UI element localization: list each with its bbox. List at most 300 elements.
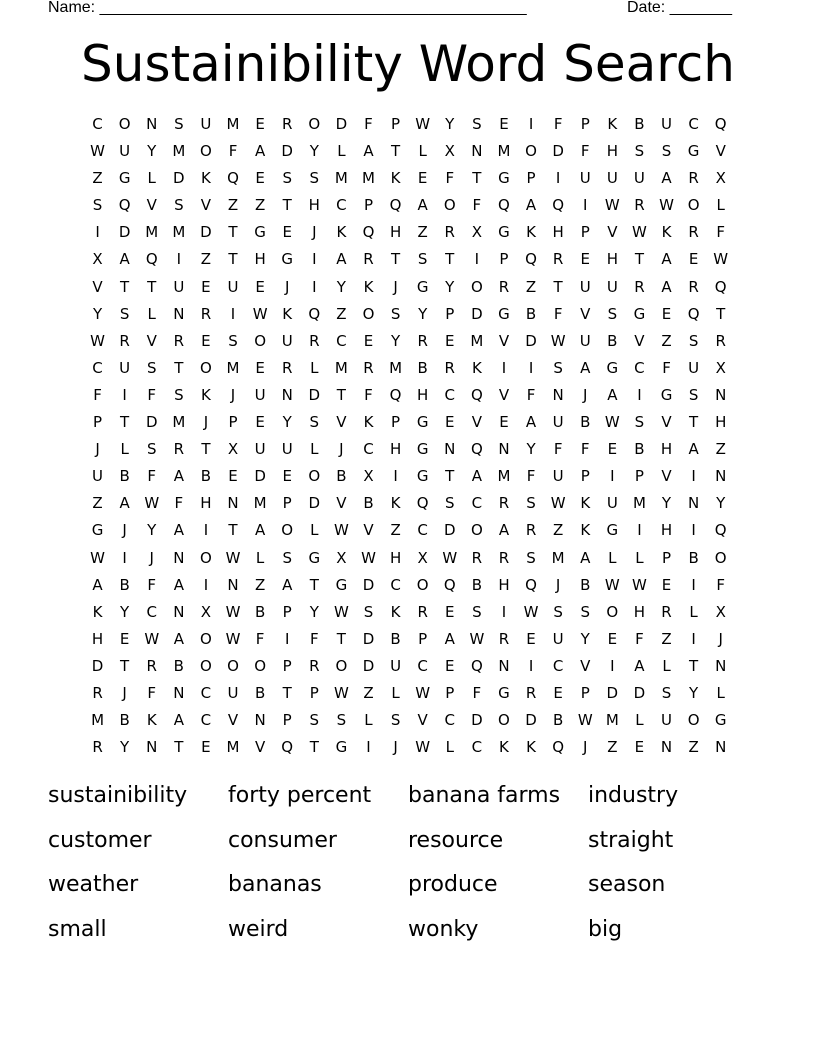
grid-letter[interactable]: S — [607, 304, 618, 323]
grid-letter[interactable]: A — [444, 629, 455, 648]
grid-letter[interactable]: X — [715, 358, 726, 377]
grid-letter[interactable]: C — [336, 196, 347, 215]
grid-letter[interactable]: B — [119, 467, 130, 486]
grid-letter[interactable]: T — [689, 413, 699, 432]
grid-letter[interactable]: J — [312, 223, 317, 242]
grid-letter[interactable]: W — [225, 629, 241, 648]
grid-letter[interactable]: G — [254, 223, 266, 242]
grid-letter[interactable]: S — [472, 115, 482, 133]
grid-letter[interactable]: C — [417, 521, 428, 540]
grid-letter[interactable]: B — [119, 575, 130, 594]
grid-letter[interactable]: D — [552, 142, 564, 161]
grid-letter[interactable]: G — [606, 521, 619, 540]
grid-letter[interactable]: V — [661, 467, 672, 486]
grid-letter[interactable]: A — [173, 575, 184, 594]
grid-letter[interactable]: A — [173, 629, 184, 648]
grid-letter[interactable]: H — [389, 223, 402, 242]
grid-letter[interactable]: N — [146, 738, 158, 757]
grid-letter[interactable]: I — [312, 250, 317, 269]
grid-letter[interactable]: T — [336, 629, 346, 648]
grid-letter[interactable]: V — [715, 142, 726, 161]
grid-letter[interactable]: O — [687, 196, 700, 215]
grid-letter[interactable]: Q — [470, 656, 483, 675]
grid-letter[interactable]: Y — [282, 413, 292, 432]
grid-letter[interactable]: H — [498, 575, 510, 594]
grid-letter[interactable]: D — [335, 115, 348, 133]
grid-letter[interactable]: P — [580, 683, 590, 702]
grid-letter[interactable]: F — [553, 115, 563, 133]
grid-letter[interactable]: Y — [526, 440, 536, 459]
grid-letter[interactable]: T — [472, 169, 482, 188]
grid-letter[interactable]: N — [552, 385, 564, 404]
grid-letter[interactable]: H — [633, 602, 646, 621]
grid-letter[interactable]: U — [227, 683, 239, 702]
grid-letter[interactable]: A — [634, 656, 645, 675]
grid-letter[interactable]: H — [254, 250, 266, 269]
grid-letter[interactable]: R — [363, 250, 374, 269]
grid-letter[interactable]: Q — [227, 169, 239, 188]
grid-letter[interactable]: I — [501, 602, 507, 621]
grid-letter[interactable]: D — [525, 711, 537, 730]
grid-letter[interactable]: G — [335, 575, 348, 594]
grid-letter[interactable]: C — [444, 711, 455, 730]
grid-letter[interactable]: I — [312, 277, 317, 296]
grid-letter[interactable]: U — [633, 169, 645, 188]
grid-letter[interactable]: N — [498, 440, 510, 459]
grid-letter[interactable]: U — [606, 169, 618, 188]
grid-letter[interactable]: K — [92, 602, 103, 621]
grid-letter[interactable]: L — [608, 548, 617, 567]
grid-letter[interactable]: Q — [525, 575, 537, 594]
grid-letter[interactable]: O — [498, 711, 510, 730]
grid-letter[interactable]: R — [444, 358, 455, 377]
grid-letter[interactable]: E — [634, 738, 645, 757]
grid-letter[interactable]: T — [390, 250, 401, 269]
grid-letter[interactable]: M — [551, 548, 565, 567]
grid-letter[interactable]: E — [255, 358, 265, 377]
grid-letter[interactable]: U — [119, 358, 131, 377]
grid-letter[interactable]: R — [363, 358, 374, 377]
grid-letter[interactable]: U — [200, 115, 212, 133]
grid-letter[interactable]: A — [417, 196, 428, 215]
grid-letter[interactable]: I — [393, 467, 398, 486]
grid-letter[interactable]: K — [526, 738, 536, 757]
grid-letter[interactable]: U — [552, 467, 564, 486]
grid-letter[interactable]: O — [200, 548, 212, 567]
grid-letter[interactable]: I — [122, 548, 127, 567]
grid-letter[interactable]: G — [281, 250, 294, 269]
grid-letter[interactable]: T — [716, 304, 726, 323]
grid-letter[interactable]: D — [308, 385, 321, 404]
grid-letter[interactable]: Q — [470, 385, 483, 404]
grid-letter[interactable]: O — [416, 575, 429, 594]
grid-letter[interactable]: X — [715, 602, 726, 621]
grid-letter[interactable]: N — [254, 711, 266, 730]
grid-letter[interactable]: I — [637, 385, 642, 404]
grid-letter[interactable]: W — [523, 602, 539, 621]
grid-letter[interactable]: I — [637, 521, 642, 540]
name-field[interactable]: Name: ________________________________________________ — [48, 0, 527, 16]
grid-letter[interactable]: Y — [716, 494, 726, 513]
grid-letter[interactable]: V — [661, 413, 672, 432]
grid-letter[interactable]: L — [337, 142, 346, 161]
grid-letter[interactable]: S — [580, 602, 590, 621]
grid-letter[interactable]: F — [526, 467, 536, 486]
grid-letter[interactable]: J — [583, 738, 588, 757]
grid-letter[interactable]: C — [444, 385, 455, 404]
grid-letter[interactable]: O — [470, 521, 483, 540]
grid-letter[interactable]: U — [606, 494, 618, 513]
grid-letter[interactable]: A — [119, 250, 130, 269]
grid-letter[interactable]: K — [282, 304, 293, 323]
grid-letter[interactable]: N — [660, 738, 673, 757]
grid-letter[interactable]: V — [634, 331, 645, 350]
grid-letter[interactable]: H — [606, 142, 618, 161]
grid-letter[interactable]: Y — [120, 602, 130, 621]
grid-letter[interactable]: F — [147, 683, 157, 702]
grid-letter[interactable]: P — [309, 683, 319, 702]
grid-letter[interactable]: Y — [445, 115, 455, 133]
grid-letter[interactable]: R — [92, 738, 103, 757]
grid-letter[interactable]: H — [552, 223, 564, 242]
grid-letter[interactable]: M — [334, 358, 348, 377]
grid-letter[interactable]: A — [607, 385, 618, 404]
grid-letter[interactable]: H — [660, 440, 673, 459]
grid-letter[interactable]: W — [333, 602, 349, 621]
grid-letter[interactable]: P — [282, 602, 292, 621]
grid-letter[interactable]: M — [226, 358, 240, 377]
grid-letter[interactable]: W — [604, 196, 620, 215]
grid-letter[interactable]: I — [528, 358, 534, 377]
grid-letter[interactable]: H — [91, 629, 104, 648]
grid-letter[interactable]: N — [715, 385, 727, 404]
grid-letter[interactable]: K — [607, 115, 618, 133]
grid-letter[interactable]: U — [254, 385, 266, 404]
grid-letter[interactable]: J — [95, 440, 100, 459]
grid-letter[interactable]: F — [580, 142, 590, 161]
grid-letter[interactable]: O — [200, 142, 212, 161]
grid-letter[interactable]: S — [390, 304, 401, 323]
grid-letter[interactable]: K — [363, 413, 374, 432]
grid-letter[interactable]: W — [550, 331, 566, 350]
grid-letter[interactable]: Y — [309, 142, 319, 161]
grid-letter[interactable]: H — [389, 440, 402, 459]
grid-letter[interactable]: D — [173, 169, 185, 188]
grid-letter[interactable]: W — [225, 602, 241, 621]
grid-letter[interactable]: Q — [389, 196, 402, 215]
grid-letter[interactable]: B — [363, 494, 374, 513]
grid-letter[interactable]: T — [120, 413, 130, 432]
grid-letter[interactable]: L — [391, 683, 400, 702]
grid-letter[interactable]: A — [661, 169, 672, 188]
grid-letter[interactable]: I — [122, 385, 127, 404]
grid-letter[interactable]: N — [227, 575, 239, 594]
grid-letter[interactable]: X — [444, 142, 455, 161]
grid-letter[interactable]: C — [92, 358, 103, 377]
grid-letter[interactable]: L — [445, 738, 454, 757]
grid-letter[interactable]: Z — [417, 223, 428, 242]
grid-letter[interactable]: A — [661, 250, 672, 269]
grid-letter[interactable]: P — [228, 413, 238, 432]
grid-letter[interactable]: J — [339, 440, 344, 459]
grid-letter[interactable]: U — [390, 656, 402, 675]
grid-letter[interactable]: R — [146, 656, 157, 675]
grid-letter[interactable]: T — [228, 521, 238, 540]
grid-letter[interactable]: K — [499, 738, 509, 757]
grid-letter[interactable]: S — [92, 196, 103, 215]
grid-letter[interactable]: B — [634, 115, 645, 133]
grid-letter[interactable]: C — [390, 575, 401, 594]
grid-letter[interactable]: F — [228, 142, 238, 161]
grid-letter[interactable]: T — [309, 575, 319, 594]
grid-letter[interactable]: T — [228, 250, 238, 269]
grid-letter[interactable]: P — [282, 711, 292, 730]
grid-letter[interactable]: K — [201, 385, 211, 404]
grid-letter[interactable]: V — [336, 494, 347, 513]
grid-letter[interactable]: M — [362, 169, 375, 188]
grid-letter[interactable]: B — [688, 548, 699, 567]
grid-letter[interactable]: F — [255, 629, 265, 648]
grid-letter[interactable]: U — [119, 142, 131, 161]
grid-letter[interactable]: O — [687, 711, 700, 730]
grid-letter[interactable]: L — [716, 196, 725, 215]
grid-letter[interactable]: A — [471, 467, 482, 486]
grid-letter[interactable]: W — [577, 711, 593, 730]
grid-letter[interactable]: B — [417, 358, 428, 377]
grid-letter[interactable]: W — [361, 548, 376, 567]
grid-letter[interactable]: T — [147, 277, 157, 296]
grid-letter[interactable]: R — [688, 169, 699, 188]
grid-letter[interactable]: S — [634, 142, 645, 161]
grid-letter[interactable]: W — [604, 413, 620, 432]
grid-letter[interactable]: V — [580, 656, 591, 675]
grid-letter[interactable]: E — [526, 629, 536, 648]
grid-letter[interactable]: G — [416, 467, 429, 486]
grid-letter[interactable]: D — [362, 629, 375, 648]
grid-letter[interactable]: G — [498, 223, 510, 242]
grid-letter[interactable]: F — [526, 385, 536, 404]
grid-letter[interactable]: J — [203, 413, 209, 432]
grid-letter[interactable]: K — [661, 223, 672, 242]
grid-letter[interactable]: W — [713, 250, 729, 269]
grid-letter[interactable]: L — [255, 548, 265, 567]
grid-letter[interactable]: Y — [309, 602, 319, 621]
grid-letter[interactable]: E — [255, 277, 265, 296]
grid-letter[interactable]: O — [362, 304, 375, 323]
grid-letter[interactable]: R — [498, 494, 510, 513]
grid-letter[interactable]: P — [499, 250, 509, 269]
grid-letter[interactable]: W — [550, 494, 566, 513]
grid-letter[interactable]: Q — [416, 494, 429, 513]
grid-letter[interactable]: P — [580, 223, 590, 242]
grid-letter[interactable]: N — [715, 467, 727, 486]
grid-letter[interactable]: D — [525, 331, 537, 350]
grid-letter[interactable]: G — [714, 711, 727, 730]
grid-letter[interactable]: Y — [390, 331, 401, 350]
grid-letter[interactable]: E — [553, 683, 563, 702]
grid-letter[interactable]: S — [282, 548, 292, 567]
grid-letter[interactable]: Q — [714, 277, 727, 296]
grid-letter[interactable]: M — [632, 494, 646, 513]
grid-letter[interactable]: F — [580, 440, 590, 459]
grid-letter[interactable]: I — [95, 223, 100, 242]
grid-letter[interactable]: S — [553, 358, 563, 377]
grid-letter[interactable]: T — [120, 656, 130, 675]
grid-letter[interactable]: H — [606, 250, 618, 269]
grid-letter[interactable]: K — [580, 494, 591, 513]
grid-letter[interactable]: I — [474, 250, 480, 269]
grid-letter[interactable]: E — [661, 575, 672, 594]
grid-letter[interactable]: R — [92, 683, 103, 702]
grid-letter[interactable]: P — [580, 467, 590, 486]
grid-letter[interactable]: Z — [688, 738, 699, 757]
grid-letter[interactable]: E — [607, 440, 618, 459]
grid-letter[interactable]: P — [391, 115, 401, 133]
grid-letter[interactable]: G — [606, 358, 619, 377]
grid-letter[interactable]: T — [282, 196, 292, 215]
grid-letter[interactable]: K — [390, 169, 401, 188]
date-field[interactable]: Date: _______ — [627, 0, 732, 16]
grid-letter[interactable]: R — [119, 331, 130, 350]
grid-letter[interactable]: B — [634, 440, 645, 459]
grid-letter[interactable]: Y — [445, 277, 455, 296]
grid-letter[interactable]: F — [445, 169, 455, 188]
grid-letter[interactable]: B — [254, 683, 266, 702]
grid-letter[interactable]: U — [579, 331, 591, 350]
grid-letter[interactable]: A — [119, 494, 130, 513]
grid-letter[interactable]: V — [580, 304, 591, 323]
grid-letter[interactable]: P — [282, 494, 292, 513]
grid-letter[interactable]: L — [310, 521, 319, 540]
grid-letter[interactable]: C — [552, 656, 564, 675]
grid-letter[interactable]: E — [255, 413, 265, 432]
grid-letter[interactable]: T — [174, 738, 184, 757]
grid-letter[interactable]: J — [393, 738, 398, 757]
grid-letter[interactable]: Q — [470, 440, 483, 459]
grid-letter[interactable]: R — [417, 331, 428, 350]
grid-letter[interactable]: Q — [308, 304, 321, 323]
grid-letter[interactable]: G — [416, 277, 429, 296]
grid-letter[interactable]: H — [200, 494, 212, 513]
grid-letter[interactable]: H — [715, 413, 727, 432]
grid-letter[interactable]: F — [472, 683, 482, 702]
grid-letter[interactable]: F — [364, 115, 373, 133]
grid-letter[interactable]: V — [607, 223, 618, 242]
grid-letter[interactable]: S — [174, 115, 184, 133]
grid-letter[interactable]: A — [92, 575, 103, 594]
grid-letter[interactable]: O — [254, 656, 267, 675]
grid-letter[interactable]: C — [471, 494, 483, 513]
grid-letter[interactable]: S — [146, 358, 157, 377]
grid-letter[interactable]: D — [118, 223, 131, 242]
grid-letter[interactable]: O — [254, 331, 267, 350]
grid-letter[interactable]: N — [281, 385, 293, 404]
grid-letter[interactable]: E — [119, 629, 130, 648]
grid-letter[interactable]: W — [144, 629, 160, 648]
grid-letter[interactable]: S — [390, 711, 401, 730]
grid-letter[interactable]: B — [525, 304, 537, 323]
grid-letter[interactable]: A — [580, 548, 591, 567]
grid-letter[interactable]: W — [333, 683, 349, 702]
grid-letter[interactable]: I — [528, 656, 534, 675]
grid-letter[interactable]: H — [417, 385, 429, 404]
grid-letter[interactable]: B — [336, 467, 347, 486]
grid-letter[interactable]: L — [635, 711, 644, 730]
grid-letter[interactable]: W — [632, 575, 647, 594]
grid-letter[interactable]: I — [176, 250, 182, 269]
grid-letter[interactable]: D — [281, 142, 293, 161]
grid-letter[interactable]: S — [526, 494, 536, 513]
grid-letter[interactable]: N — [715, 738, 727, 757]
grid-letter[interactable]: X — [200, 602, 212, 621]
grid-letter[interactable]: W — [225, 548, 241, 567]
grid-letter[interactable]: F — [147, 575, 157, 594]
grid-letter[interactable]: R — [444, 223, 455, 242]
grid-letter[interactable]: K — [471, 358, 482, 377]
grid-letter[interactable]: D — [91, 656, 104, 675]
grid-letter[interactable]: R — [688, 277, 699, 296]
grid-letter[interactable]: P — [363, 196, 373, 215]
grid-letter[interactable]: Z — [607, 738, 618, 757]
grid-letter[interactable]: G — [660, 385, 673, 404]
grid-letter[interactable]: U — [606, 277, 618, 296]
grid-letter[interactable]: H — [660, 521, 673, 540]
grid-letter[interactable]: Q — [714, 115, 727, 133]
grid-letter[interactable]: S — [228, 331, 238, 350]
grid-letter[interactable]: C — [363, 440, 374, 459]
grid-letter[interactable]: U — [552, 629, 564, 648]
grid-letter[interactable]: J — [284, 277, 290, 296]
grid-letter[interactable]: Z — [363, 683, 374, 702]
grid-letter[interactable]: Y — [147, 142, 157, 161]
grid-letter[interactable]: I — [691, 521, 696, 540]
grid-letter[interactable]: W — [415, 115, 431, 133]
grid-letter[interactable]: R — [281, 115, 293, 133]
grid-letter[interactable]: O — [606, 602, 619, 621]
grid-letter[interactable]: N — [471, 142, 483, 161]
grid-letter[interactable]: F — [716, 223, 726, 242]
grid-letter[interactable]: J — [555, 575, 561, 594]
grid-letter[interactable]: N — [444, 440, 456, 459]
grid-letter[interactable]: X — [471, 223, 482, 242]
grid-letter[interactable]: R — [661, 602, 672, 621]
grid-letter[interactable]: T — [228, 223, 238, 242]
grid-letter[interactable]: W — [90, 142, 105, 161]
grid-letter[interactable]: F — [364, 385, 373, 404]
grid-letter[interactable]: S — [688, 331, 699, 350]
grid-letter[interactable]: E — [445, 602, 455, 621]
grid-letter[interactable]: I — [501, 358, 507, 377]
grid-letter[interactable]: L — [689, 602, 698, 621]
grid-letter[interactable]: I — [583, 196, 588, 215]
grid-letter[interactable]: F — [309, 629, 319, 648]
grid-letter[interactable]: Q — [362, 223, 375, 242]
grid-letter[interactable]: S — [174, 385, 184, 404]
grid-letter[interactable]: C — [200, 711, 212, 730]
grid-letter[interactable]: M — [605, 711, 619, 730]
grid-letter[interactable]: F — [147, 385, 157, 404]
grid-letter[interactable]: F — [716, 575, 726, 594]
grid-letter[interactable]: A — [580, 358, 591, 377]
grid-letter[interactable]: E — [201, 277, 211, 296]
grid-letter[interactable]: Q — [281, 738, 294, 757]
grid-letter[interactable]: I — [691, 575, 696, 594]
grid-letter[interactable]: T — [174, 358, 184, 377]
grid-letter[interactable]: J — [149, 548, 154, 567]
grid-letter[interactable]: B — [119, 711, 130, 730]
grid-letter[interactable]: A — [498, 521, 510, 540]
grid-letter[interactable]: B — [173, 656, 184, 675]
